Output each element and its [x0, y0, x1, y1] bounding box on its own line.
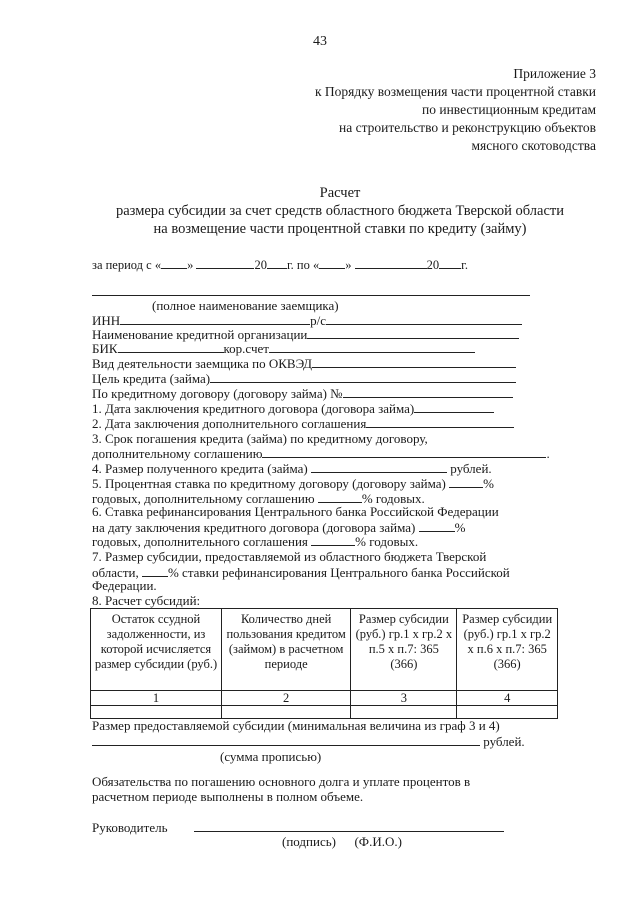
subsidy-amount-words-field[interactable]	[92, 734, 480, 746]
percent-sign: %	[454, 520, 466, 535]
item-6-label: 6. Ставка рефинансирования Центрального банка Российской Федерации	[92, 504, 499, 519]
appendix-line: Приложение 3	[513, 66, 596, 81]
period-prefix: за период с «	[92, 258, 162, 272]
item-8-row	[92, 594, 572, 608]
rub-label: рублей.	[450, 461, 492, 476]
page-number: 43	[313, 34, 327, 49]
head-label: Руководитель	[92, 820, 168, 835]
corr-label: кор.счет	[223, 341, 269, 356]
obligation-line	[92, 775, 572, 789]
year-to-field[interactable]	[439, 257, 461, 269]
document-title	[60, 184, 620, 238]
result-label: Размер предоставляемой субсидии (минимальная величина из граф 3 и 4)	[92, 718, 500, 733]
borrower-name-field[interactable]	[92, 295, 530, 296]
rub-label: рублей.	[483, 734, 525, 749]
item-2-row	[92, 416, 572, 431]
signature-caption	[282, 834, 402, 850]
obligation-text: расчетном периоде выполнены в полном объеме.	[92, 789, 364, 804]
year-from-field[interactable]	[267, 257, 287, 269]
purpose-field[interactable]	[210, 371, 516, 383]
rs-field[interactable]	[326, 313, 522, 325]
bik-label: БИК	[92, 341, 118, 356]
period-mid: г. по «	[286, 258, 320, 272]
refinancing-agreement-rate-field[interactable]	[311, 534, 355, 546]
item-7-row	[92, 550, 572, 564]
item-7-cont-row	[92, 565, 572, 580]
obligation-line	[92, 790, 572, 804]
item-1-label: 1. Дата заключения кредитного договора (договора займа)	[92, 401, 415, 416]
okved-row	[92, 356, 572, 371]
day-from-field[interactable]	[161, 257, 187, 269]
item-2-label: 2. Дата заключения дополнительного соглашения	[92, 416, 367, 431]
credit-org-row	[92, 327, 572, 342]
period-quote: »	[187, 258, 194, 272]
item-3-cont-row	[92, 446, 572, 461]
item-7-cont2-row	[92, 579, 572, 593]
item-5-row	[92, 476, 572, 491]
appendix-line: к Порядку возмещения части процентной ставки	[314, 84, 596, 99]
percent-annual-label: % годовых.	[361, 491, 425, 506]
period-year-label: 20	[254, 258, 267, 272]
period-line	[92, 257, 468, 273]
subsidy-percent-field[interactable]	[142, 565, 168, 577]
table-input-cell[interactable]	[457, 706, 558, 719]
item-3-cont-label: дополнительному соглашению	[92, 446, 263, 461]
corr-field[interactable]	[269, 341, 475, 353]
item-5-cont-label: годовых, дополнительному соглашению	[92, 491, 315, 506]
table-header-cell: Количество дней пользования кредитом (займом) в расчетном периоде	[221, 609, 350, 691]
percent-sign: %	[483, 476, 494, 491]
agreement-rate-field[interactable]	[318, 491, 362, 503]
month-from-field[interactable]	[196, 257, 254, 269]
contract-number-label: По кредитному договору (договору займа) №	[92, 386, 343, 401]
item-3-label: 3. Срок погашения кредита (займа) по кредитному договору,	[92, 431, 428, 446]
period-suffix: г.	[461, 258, 468, 272]
purpose-row	[92, 371, 572, 386]
table-header-row	[91, 609, 558, 691]
repayment-term-field[interactable]	[262, 446, 546, 458]
signature-field[interactable]	[194, 820, 504, 832]
table-header-cell: Размер субсидии (руб.) гр.1 х гр.2 х п.5 х п.7: 365 (366)	[351, 609, 457, 691]
subsidy-table	[90, 608, 558, 719]
okved-field[interactable]	[312, 356, 516, 368]
item-6-cont-row	[92, 520, 572, 535]
table-number-cell: 2	[221, 691, 350, 706]
period-quote: »	[345, 258, 352, 272]
obligation-text: Обязательства по погашению основного долга и уплате процентов в	[92, 774, 471, 789]
contract-number-field[interactable]	[343, 386, 513, 398]
signature-row	[92, 820, 572, 835]
month-to-field[interactable]	[355, 257, 427, 269]
table-input-cell[interactable]	[351, 706, 457, 719]
item-6-row	[92, 505, 572, 519]
appendix-line: мясного скотоводства	[471, 138, 596, 153]
bik-row	[92, 341, 572, 356]
signature-caption-sign: (подпись)	[282, 834, 336, 849]
result-amount-row	[92, 734, 572, 749]
item-1-row	[92, 401, 572, 416]
item-6-cont2-row	[92, 534, 572, 549]
table-input-cell[interactable]	[91, 706, 222, 719]
credit-org-label: Наименование кредитной организации	[92, 327, 308, 342]
result-row	[92, 719, 572, 733]
item-7-cont-label-2: % ставки рефинансирования Центрального банка Российской	[167, 565, 510, 580]
item-6-cont2-label: годовых, дополнительного соглашения	[92, 534, 308, 549]
table-input-cell[interactable]	[221, 706, 350, 719]
item-4-label: 4. Размер полученного кредита (займа)	[92, 461, 308, 476]
item-7-cont2-label: Федерации.	[92, 578, 157, 593]
item-3-row	[92, 432, 572, 446]
table-header-cell: Размер субсидии (руб.) гр.1 х гр.2 х п.6 х п.7: 365 (366)	[457, 609, 558, 691]
title-line: на возмещение части процентной ставки по кредиту (займу)	[153, 221, 527, 237]
appendix-line: на строительство и реконструкцию объектов	[339, 120, 596, 135]
item-7-cont-label: области,	[92, 565, 139, 580]
contract-date-field[interactable]	[414, 401, 494, 413]
table-header-cell: Остаток ссудной задолженности, из которой исчисляется размер субсидии (руб.)	[91, 609, 222, 691]
item-8-label: 8. Расчет субсидий:	[92, 593, 201, 608]
table-row	[91, 706, 558, 719]
contract-row	[92, 386, 572, 401]
loan-amount-field[interactable]	[311, 461, 447, 473]
item-6-cont-label: на дату заключения кредитного договора (договора займа)	[92, 520, 416, 535]
table-number-row	[91, 691, 558, 706]
item-4-row	[92, 461, 572, 476]
agreement-date-field[interactable]	[366, 416, 514, 428]
inn-row	[92, 313, 572, 328]
inn-label: ИНН	[92, 313, 121, 328]
amount-caption: (сумма прописью)	[220, 749, 322, 764]
title-line: размера субсидии за счет средств областного бюджета Тверской области	[115, 203, 564, 219]
table-number-cell: 1	[91, 691, 222, 706]
okved-label: Вид деятельности заемщика по ОКВЭД	[92, 356, 312, 371]
signature-caption-fio: (Ф.И.О.)	[354, 834, 402, 849]
purpose-label: Цель кредита (займа)	[92, 371, 211, 386]
interest-rate-field[interactable]	[449, 476, 483, 488]
item-7-label: 7. Размер субсидии, предоставляемой из областного бюджета Тверской	[92, 549, 487, 564]
percent-annual-label: % годовых.	[355, 534, 419, 549]
period-year-label: 20	[426, 258, 440, 272]
borrower-caption: (полное наименование заемщика)	[152, 298, 339, 313]
item-3-end: .	[546, 446, 550, 461]
appendix-line: по инвестиционным кредитам	[422, 102, 596, 117]
table-number-cell: 3	[351, 691, 457, 706]
item-5-label: 5. Процентная ставка по кредитному договору (договору займа)	[92, 476, 446, 491]
table-number-cell: 4	[457, 691, 558, 706]
title-line: Расчет	[319, 185, 361, 201]
rs-label: р/с	[310, 313, 327, 328]
inn-field[interactable]	[120, 313, 310, 325]
credit-org-field[interactable]	[307, 327, 519, 339]
day-to-field[interactable]	[319, 257, 345, 269]
appendix-block	[315, 65, 596, 155]
refinancing-rate-field[interactable]	[419, 520, 455, 532]
bik-field[interactable]	[118, 341, 224, 353]
